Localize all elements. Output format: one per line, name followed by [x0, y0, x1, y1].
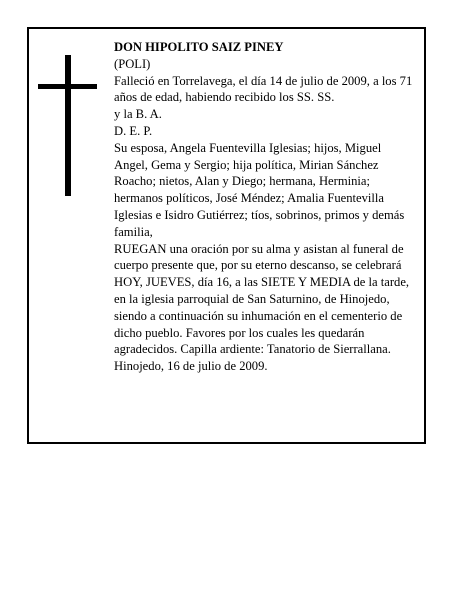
place-date: Hinojedo, 16 de julio de 2009.	[114, 359, 268, 374]
family-list: Su esposa, Angela Fuentevilla Iglesias; hijos, Miguel Angel, Gema y Sergio; hija política, Mirian Sánchez Roacho; nietos, Alan y Diego; hermana, Herminia; hermanos políticos, José Méndez; Amalia Fuentevilla Iglesias e Isidro Gutiérrez; tíos, sobrinos, primos y demás familia,	[114, 140, 405, 239]
obituary-text	[114, 39, 414, 375]
cross-vertical-bar	[65, 55, 71, 196]
deceased-name: DON HIPOLITO SAIZ PINEY	[114, 40, 284, 54]
death-details: Falleció en Torrelavega, el día 14 de julio de 2009, a los 71 años de edad, habiendo recibido los SS. SS.	[114, 73, 413, 105]
rest-in-peace: D. E. P.	[114, 123, 153, 138]
sacraments-line: y la B. A.	[114, 107, 162, 122]
funeral-request: RUEGAN una oración por su alma y asistan al funeral de cuerpo presente que, por su eterno descanso, se celebrará HOY, JUEVES, día 16, a las SIETE Y MEDIA de la tarde, en la iglesia parroquial de San Saturnino, de Hinojedo, siendo a continuación su inhumación en el cementerio de dicho pueblo. Favores por los cuales les quedarán agradecidos. Capilla ardiente: Tanatorio de Sierrallana.	[114, 241, 410, 357]
cross-horizontal-bar	[38, 84, 97, 89]
deceased-nickname: (POLI)	[114, 56, 151, 71]
